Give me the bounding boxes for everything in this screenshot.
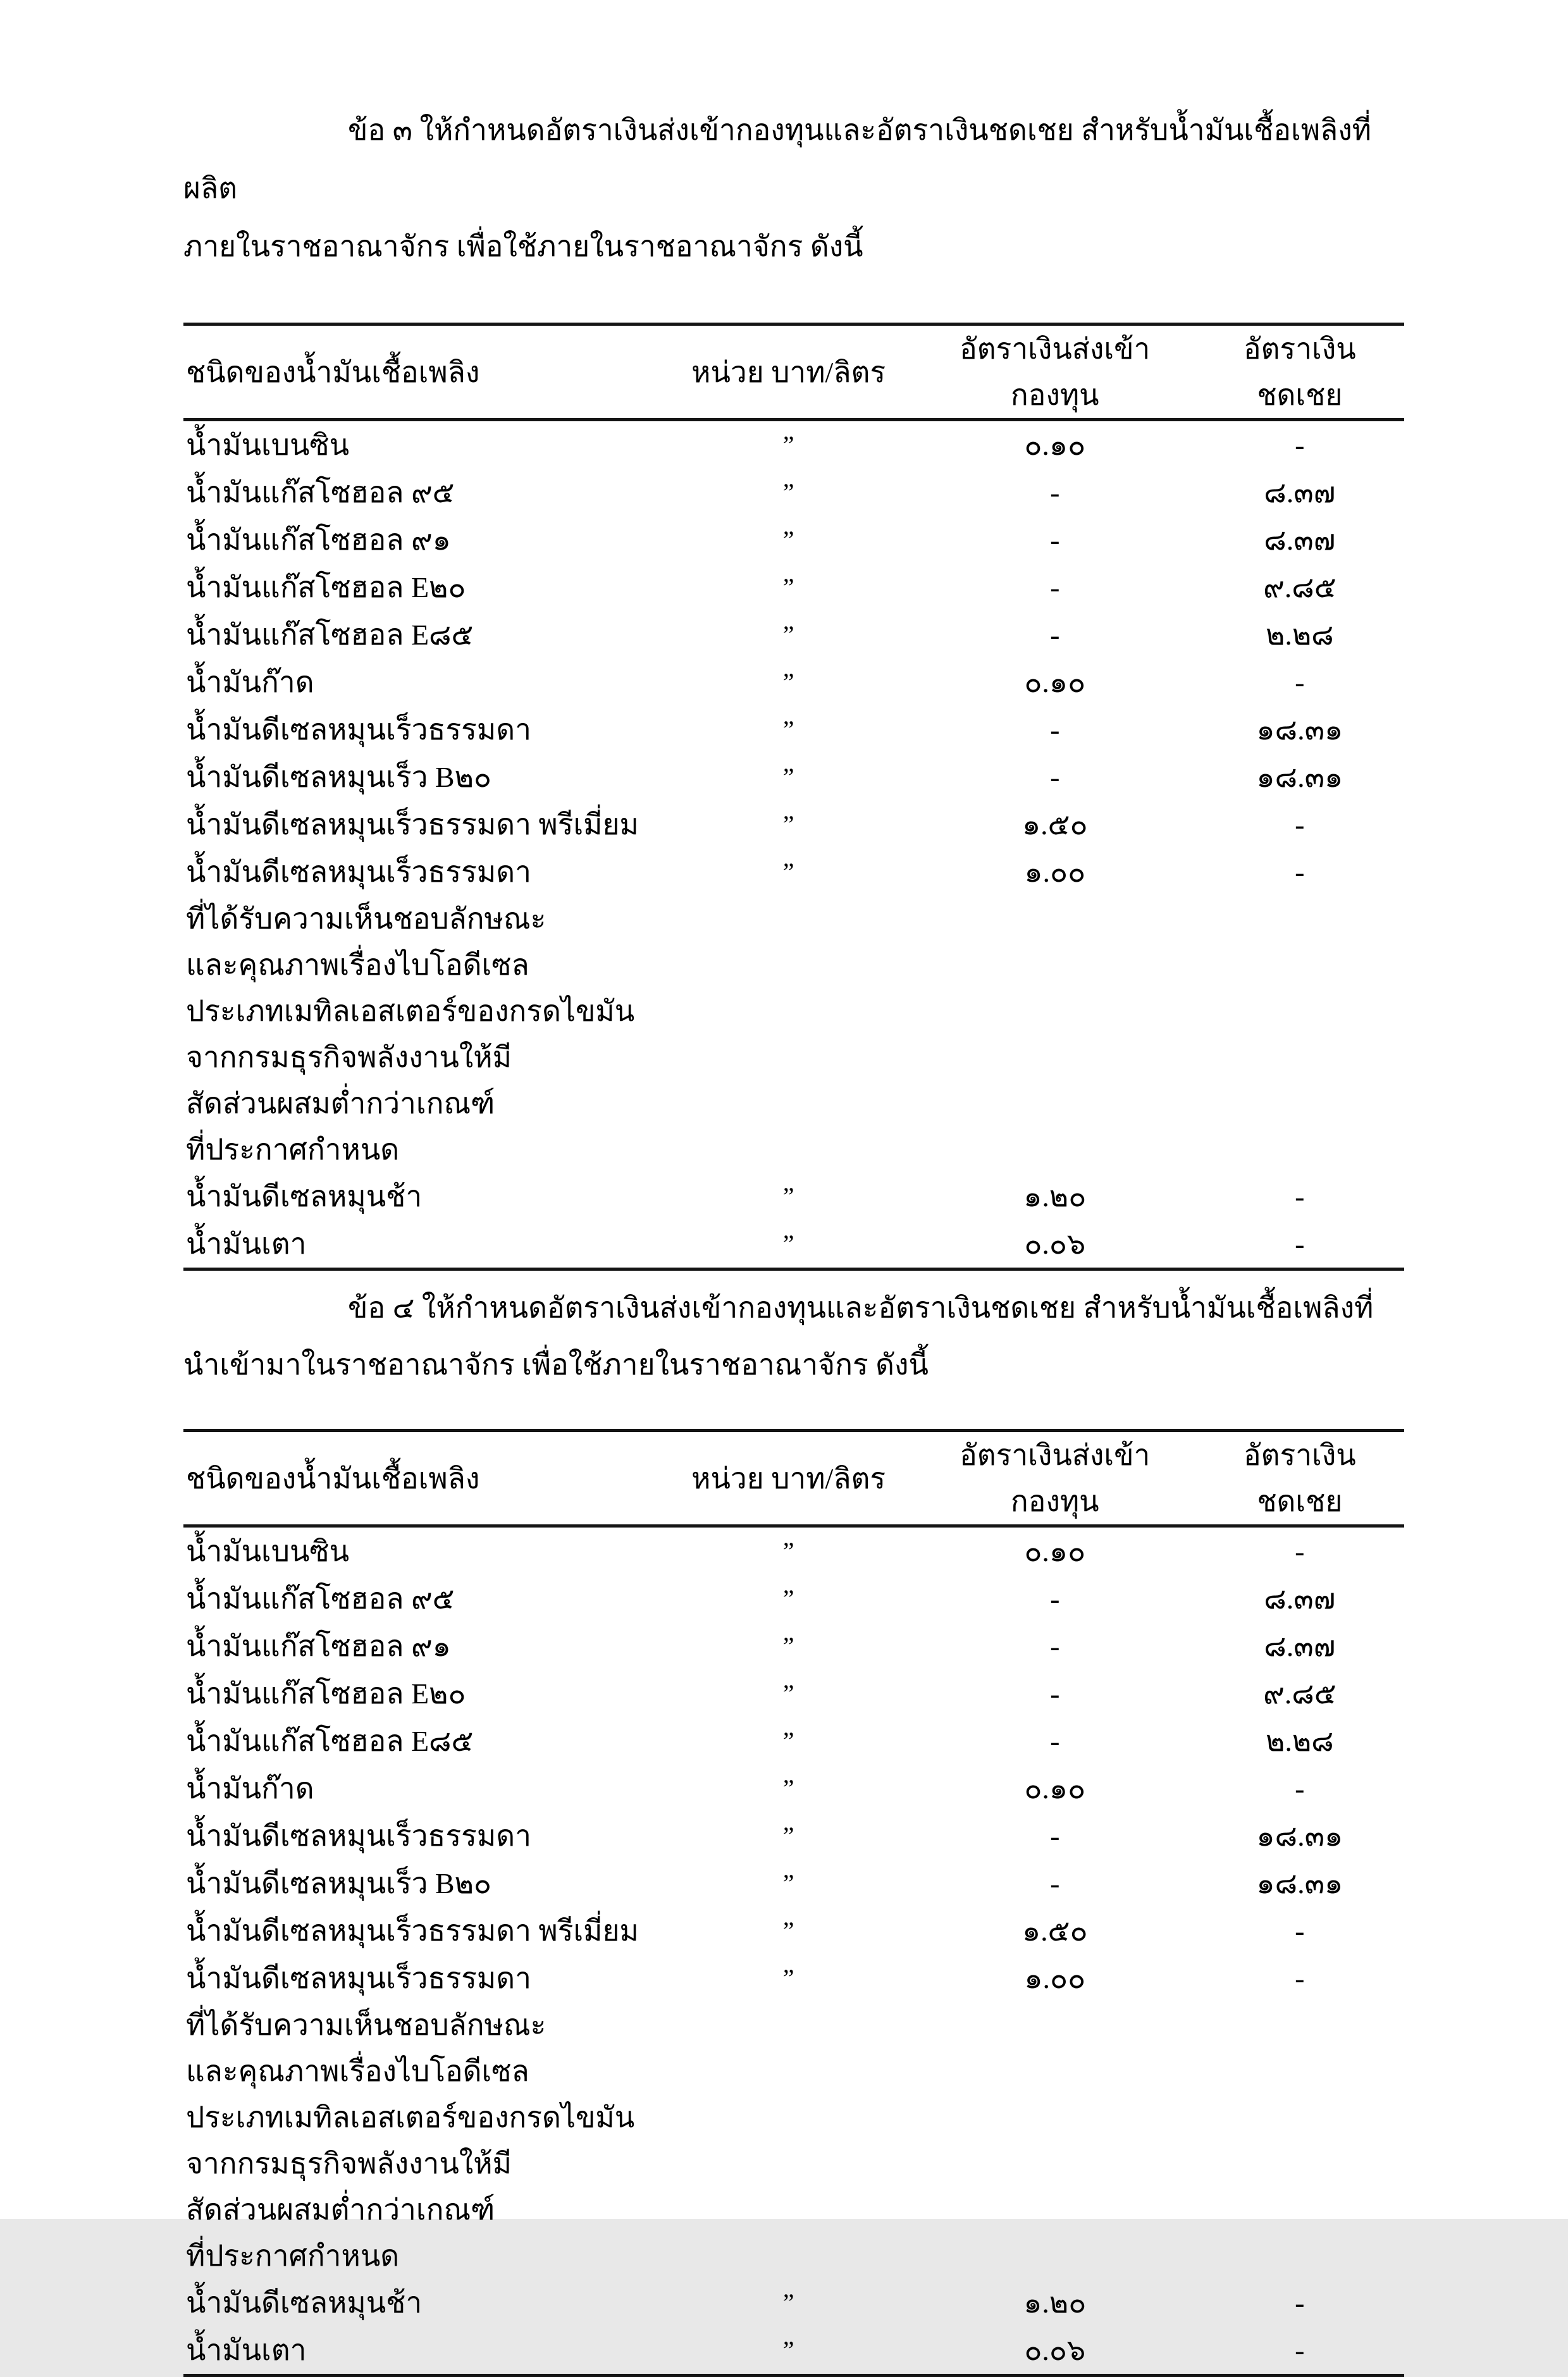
table-row [183,2048,1404,2094]
compensation-cell: - [1295,429,1305,461]
table-row [183,2279,1404,2326]
table-row [183,2233,1404,2279]
table-row [183,2002,1404,2048]
fuel-type-cell: น้ำมันเบนซิน [186,429,350,461]
compensation-cell [1236,2002,1404,2048]
fuel-type-cell: น้ำมันเบนซิน [186,1535,350,1567]
fund-rate-cell: - [1050,1630,1060,1662]
table-row [183,1670,1404,1717]
compensation-cell: ๑๘.๓๑ [1256,761,1343,793]
section3-paragraph-line2: ภายในราชอาณาจักร เพื่อใช้ภายในราชอาณาจักร ดังนี้ [183,230,863,262]
unit-ditto-mark: ” [782,1632,794,1660]
unit-ditto-mark [681,942,918,988]
compensation-cell: ๙.๘๕ [1263,1677,1337,1710]
unit-ditto-mark [681,2002,918,2048]
table-header-row [183,324,1404,420]
table-row [183,658,1404,706]
fund-rate-cell: - [1050,619,1060,651]
compensation-cell: - [1295,2287,1305,2319]
unit-ditto-mark: ” [782,1727,794,1755]
fuel-type-cell: สัดส่วนผสมต่ำกว่าเกณฑ์ [186,1087,495,1120]
unit-ditto-mark: ” [782,715,794,744]
fund-rate-cell [918,2002,1236,2048]
fund-rate-cell: ๑.๕๐ [1022,808,1088,841]
compensation-cell [1236,2187,1404,2233]
fuel-type-cell: น้ำมันก๊าด [186,1772,314,1805]
col-header-fund-rate: อัตราเงินส่งเข้ากองทุน [918,324,1236,420]
section3-paragraph-line1: ข้อ ๓ ให้กำหนดอัตราเงินส่งเข้ากองทุนและอัตราเงินชดเชย สำหรับน้ำมันเชื้อเพลิงที่ผลิต [183,114,1371,204]
fuel-type-cell: จากกรมธุรกิจพลังงานให้มี [186,1041,512,1073]
unit-ditto-mark [681,1034,918,1080]
unit-ditto-mark: ” [782,2336,794,2364]
fund-rate-cell [918,2140,1236,2187]
table-body-domestic [183,420,1404,1269]
fund-rate-cell [918,2187,1236,2233]
unit-ditto-mark: ” [782,810,794,839]
fund-rate-cell: ๑.๒๐ [1023,1180,1087,1213]
unit-ditto-mark: ” [782,668,794,696]
fund-rate-cell: ๐.๐๖ [1024,1228,1086,1260]
unit-ditto-mark: ” [782,1182,794,1211]
fund-rate-cell: - [1050,476,1060,509]
fund-rate-cell [918,942,1236,988]
col-header-fund-rate: อัตราเงินส่งเข้ากองทุน [918,1431,1236,1526]
fund-rate-cell [918,1127,1236,1173]
fund-rate-cell: ๐.๑๐ [1024,1772,1086,1805]
fund-rate-cell [918,896,1236,942]
fuel-type-cell: น้ำมันดีเซลหมุนเร็วธรรมดา [186,856,531,888]
fuel-type-cell: ประเภทเมทิลเอสเตอร์ของกรดไขมัน [186,995,635,1027]
table-row [183,1812,1404,1860]
unit-ditto-mark: ” [782,1774,794,1803]
compensation-cell [1236,2094,1404,2140]
compensation-cell: ๒.๒๘ [1266,1725,1334,1757]
compensation-cell: - [1295,1962,1305,1994]
unit-ditto-mark: ” [782,526,794,554]
section4-paragraph-line2: นำเข้ามาในราชอาณาจักร เพื่อใช้ภายในราชอาณาจักร ดังนี้ [183,1349,929,1381]
section4-paragraph-line1: ข้อ ๔ ให้กำหนดอัตราเงินส่งเข้ากองทุนและอัตราเงินชดเชย สำหรับน้ำมันเชื้อเพลิงที่ [348,1292,1374,1324]
unit-ditto-mark [681,2233,918,2279]
table-row [183,801,1404,848]
table-row [183,896,1404,942]
compensation-cell: ๘.๓๗ [1264,1630,1336,1662]
fuel-type-cell: น้ำมันแก๊สโซฮอล E๘๕ [186,1725,474,1757]
fuel-type-cell: ที่ประกาศกำหนด [186,1133,400,1166]
unit-ditto-mark [681,1127,918,1173]
col-header-compensation-rate: อัตราเงินชดเชย [1236,1431,1404,1526]
compensation-cell [1236,2048,1404,2094]
table-row [183,2326,1404,2376]
compensation-cell [1236,2140,1404,2187]
fuel-type-cell: ที่ประกาศกำหนด [186,2240,400,2272]
compensation-cell [1236,988,1404,1034]
table-row [183,2140,1404,2187]
table-body-imported [183,1526,1404,2376]
table-row [183,753,1404,801]
table-row [183,420,1404,469]
compensation-cell [1236,1080,1404,1127]
unit-ditto-mark [681,2048,918,2094]
fund-rate-cell: ๐.๑๐ [1024,429,1086,461]
compensation-cell: ๑๘.๓๑ [1256,1820,1343,1852]
fund-rate-cell [918,2233,1236,2279]
fund-rate-cell: - [1050,1725,1060,1757]
compensation-cell: - [1295,1535,1305,1567]
fund-rate-cell [918,988,1236,1034]
compensation-cell: ๙.๘๕ [1263,571,1337,603]
table-row [183,611,1404,658]
unit-ditto-mark: ” [782,431,794,459]
fuel-type-cell: น้ำมันก๊าด [186,666,314,698]
fuel-type-cell: น้ำมันดีเซลหมุนเร็วธรรมดา [186,1820,531,1852]
fund-rate-cell [918,2048,1236,2094]
unit-ditto-mark: ” [782,1964,794,1992]
fund-rate-cell: - [1050,713,1060,746]
fund-rate-cell: ๐.๐๖ [1024,2334,1086,2366]
compensation-cell: - [1295,856,1305,888]
fuel-type-cell: น้ำมันแก๊สโซฮอล E๒๐ [186,571,466,603]
compensation-cell: - [1295,1228,1305,1260]
unit-ditto-mark [681,2187,918,2233]
table-header-row [183,1431,1404,1526]
document-content [183,0,1404,2377]
unit-ditto-mark: ” [782,1917,794,1945]
unit-ditto-mark: ” [782,1584,794,1613]
fund-rate-cell [918,1080,1236,1127]
unit-ditto-mark: ” [782,1537,794,1565]
table-row [183,1080,1404,1127]
unit-ditto-mark: ” [782,858,794,886]
table-row [183,564,1404,611]
fund-rate-cell: - [1050,1867,1060,1899]
fuel-type-cell: จากกรมธุรกิจพลังงานให้มี [186,2147,512,2180]
unit-ditto-mark: ” [782,478,794,507]
table-row [183,706,1404,753]
compensation-cell: - [1295,2334,1305,2366]
unit-ditto-mark [681,988,918,1034]
fund-rate-cell: - [1050,761,1060,793]
compensation-cell [1236,1034,1404,1080]
fuel-type-cell: น้ำมันแก๊สโซฮอล ๙๕ [186,1583,455,1615]
compensation-cell [1236,896,1404,942]
fund-rate-cell: ๑.๐๐ [1024,1962,1086,1994]
fuel-type-cell: น้ำมันดีเซลหมุนเร็ว B๒๐ [186,1867,491,1899]
unit-ditto-mark: ” [782,1822,794,1850]
compensation-cell: ๘.๓๗ [1264,476,1336,509]
compensation-cell: - [1295,1915,1305,1947]
table-row [183,942,1404,988]
compensation-cell [1236,2233,1404,2279]
compensation-cell: - [1295,1772,1305,1805]
table-row [183,1765,1404,1812]
unit-ditto-mark: ” [782,2288,794,2317]
fund-rate-cell: - [1050,524,1060,556]
table-row [183,848,1404,896]
fuel-type-cell: ที่ได้รับความเห็นชอบลักษณะ [186,903,546,935]
table-row [183,1717,1404,1765]
unit-ditto-mark: ” [782,763,794,791]
table-row [183,1954,1404,2002]
col-header-compensation-rate: อัตราเงินชดเชย [1236,324,1404,420]
col-header-unit: หน่วย บาท/ลิตร [681,1431,918,1526]
col-header-unit: หน่วย บาท/ลิตร [681,324,918,420]
fuel-type-cell: น้ำมันแก๊สโซฮอล ๙๑ [186,524,451,556]
fuel-type-cell: น้ำมันเตา [186,1228,307,1260]
section4-paragraph [183,1280,1404,1393]
table-row [183,516,1404,564]
table-row [183,988,1404,1034]
fund-rate-cell: - [1050,571,1060,603]
compensation-cell: - [1295,808,1305,841]
fund-rate-cell: ๐.๑๐ [1024,1535,1086,1567]
table-row [183,2187,1404,2233]
fund-rate-cell: ๑.๐๐ [1024,856,1086,888]
col-header-fuel-type: ชนิดของน้ำมันเชื้อเพลิง [183,324,681,420]
unit-ditto-mark: ” [782,1679,794,1708]
fund-rate-cell: ๑.๕๐ [1022,1915,1088,1947]
table-row [183,1034,1404,1080]
fuel-type-cell: และคุณภาพเรื่องไบโอดีเซล [186,2055,529,2087]
fuel-type-cell: น้ำมันดีเซลหมุนเร็วธรรมดา [186,1962,531,1994]
table-row [183,1575,1404,1622]
compensation-cell [1236,1127,1404,1173]
table-row [183,1860,1404,1907]
compensation-cell [1236,942,1404,988]
fund-rate-cell: - [1050,1583,1060,1615]
table-row [183,469,1404,516]
fuel-type-cell: น้ำมันดีเซลหมุนเร็วธรรมดา พรีเมี่ยม [186,1915,639,1947]
fuel-type-cell: น้ำมันแก๊สโซฮอล E๘๕ [186,619,474,651]
fund-rate-cell [918,2094,1236,2140]
fund-rate-cell: ๐.๑๐ [1024,666,1086,698]
fund-rate-cell: - [1050,1820,1060,1852]
unit-ditto-mark: ” [782,1230,794,1258]
unit-ditto-mark [681,2094,918,2140]
fuel-type-cell: น้ำมันดีเซลหมุนช้า [186,2287,423,2319]
compensation-cell: ๘.๓๗ [1264,1583,1336,1615]
fuel-type-cell: สัดส่วนผสมต่ำกว่าเกณฑ์ [186,2194,495,2226]
unit-ditto-mark [681,2140,918,2187]
unit-ditto-mark: ” [782,620,794,649]
compensation-cell: ๑๘.๓๑ [1256,1867,1343,1899]
table-row [183,1220,1404,1269]
table-row [183,2094,1404,2140]
table-row [183,1127,1404,1173]
unit-ditto-mark: ” [782,1869,794,1898]
fuel-type-cell: น้ำมันดีเซลหมุนเร็วธรรมดา พรีเมี่ยม [186,808,639,841]
compensation-cell: - [1295,1180,1305,1213]
fuel-type-cell: น้ำมันดีเซลหมุนเร็ว B๒๐ [186,761,491,793]
fuel-type-cell: น้ำมันดีเซลหมุนช้า [186,1180,423,1213]
fuel-type-cell: น้ำมันแก๊สโซฮอล ๙๕ [186,476,455,509]
unit-ditto-mark [681,896,918,942]
fuel-rates-table-imported [183,1429,1404,2377]
unit-ditto-mark [681,1080,918,1127]
compensation-cell: - [1295,666,1305,698]
fuel-type-cell: ที่ได้รับความเห็นชอบลักษณะ [186,2009,546,2041]
fuel-rates-table-domestic [183,323,1404,1271]
fund-rate-cell: - [1050,1677,1060,1710]
table-row [183,1173,1404,1220]
fuel-type-cell: น้ำมันแก๊สโซฮอล E๒๐ [186,1677,466,1710]
unit-ditto-mark: ” [782,573,794,602]
compensation-cell: ๘.๓๗ [1264,524,1336,556]
fuel-type-cell: น้ำมันดีเซลหมุนเร็วธรรมดา [186,713,531,746]
section3-paragraph [183,101,1404,276]
table-row [183,1526,1404,1576]
fuel-type-cell: ประเภทเมทิลเอสเตอร์ของกรดไขมัน [186,2101,635,2133]
compensation-cell: ๑๘.๓๑ [1256,713,1343,746]
compensation-cell: ๒.๒๘ [1266,619,1334,651]
col-header-fuel-type: ชนิดของน้ำมันเชื้อเพลิง [183,1431,681,1526]
fuel-type-cell: น้ำมันแก๊สโซฮอล ๙๑ [186,1630,451,1662]
fund-rate-cell: ๑.๒๐ [1023,2287,1087,2319]
table-row [183,1622,1404,1670]
fuel-type-cell: และคุณภาพเรื่องไบโอดีเซล [186,949,529,981]
table-row [183,1907,1404,1954]
fund-rate-cell [918,1034,1236,1080]
fuel-type-cell: น้ำมันเตา [186,2334,307,2366]
